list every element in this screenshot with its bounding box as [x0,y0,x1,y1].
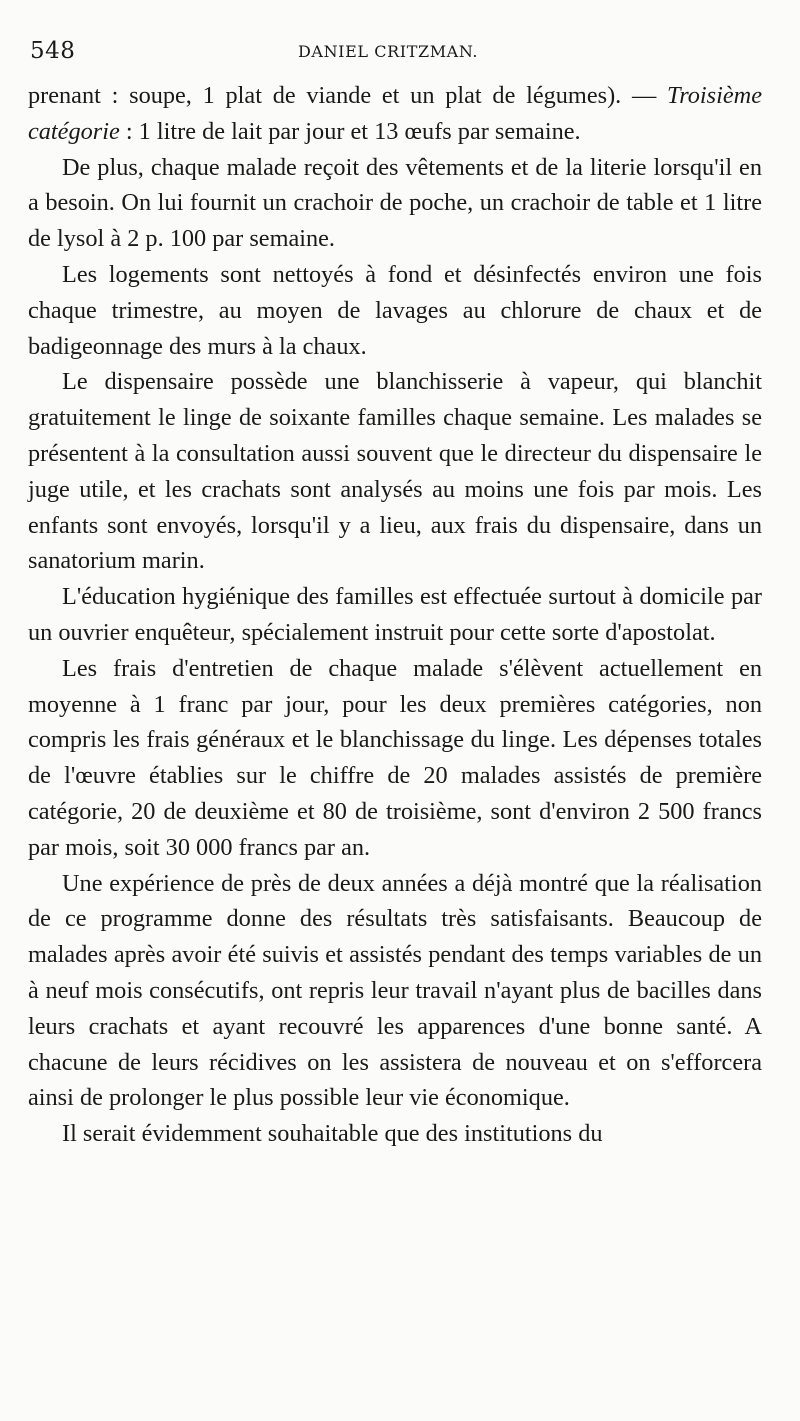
paragraph-costs: Les frais d'entretien de chaque malade s'élèvent actuellement en moyenne à 1 franc par jour, pour les deux premières catégories, non compris les frais généraux et le blanchissage du linge. Les dépenses totales de l'œuvre établies sur le chiffre de 20 malades assistés de première catégorie, 20 de deuxième et 80 de troisième, sont d'environ 2 500 francs par mois, soit 30 000 francs par an. [28,654,762,861]
paragraph-dispensary: Le dispensaire possède une blanchisserie à vapeur, qui blanchit gratuitement le linge de soixante familles chaque semaine. Les malades se présentent à la consultation aussi souvent que le directeur du dispensaire le juge utile, et les crachats sont analysés au moins une fois par mois. Les enfants sont envoyés, lorsqu'il y a lieu, aux frais du dispensaire, dans un sanatorium marin. [28,368,762,575]
paragraph-results: Une expérience de près de deux années a déjà montré que la réalisation de ce programme donne des résultats très satisfaisants. Beaucoup de malades après avoir été suivis et assistés pendant des temps variables de un à neuf mois consécutifs, ont repris leur travail n'ayant plus de bacilles dans leurs crachats et ayant recouvré les apparences d'une bonne santé. A chacune de leurs récidives on les assistera de nouveau et on s'efforcera ainsi de prolonger le plus possible leur vie économique. [28,869,762,1112]
paragraph-text: : 1 litre de lait par jour et 13 œufs par semaine. [119,117,581,145]
category-label: Troisième catégorie [28,82,762,145]
page-header [30,30,770,64]
paragraph-housing: Les logements sont nettoyés à fond et désinfectés environ une fois chaque trimestre, au moyen de lavages au chlorure de chaux et de badigeonnage des murs à la chaux. [28,260,762,360]
paragraph-education: L'éducation hygiénique des familles est effectuée surtout à domicile par un ouvrier enquêteur, spécialement instruit pour cette sorte d'apostolat. [28,583,762,646]
page-number: 548 [30,38,76,64]
paragraph-continuation [28,78,762,150]
paragraph-clothing: De plus, chaque malade reçoit des vêtements et de la literie lorsqu'il en a besoin. On lui fournit un crachoir de poche, un crachoir de table et 1 litre de lysol à 2 p. 100 par semaine. [28,153,762,253]
paragraph-text: prenant : soupe, 1 plat de viande et un plat de légumes). — [28,82,668,109]
running-head: DANIEL CRITZMAN. [298,42,479,61]
paragraph-closing: Il serait évidemment souhaitable que des institutions du [62,1120,603,1148]
body-text [28,78,762,1152]
